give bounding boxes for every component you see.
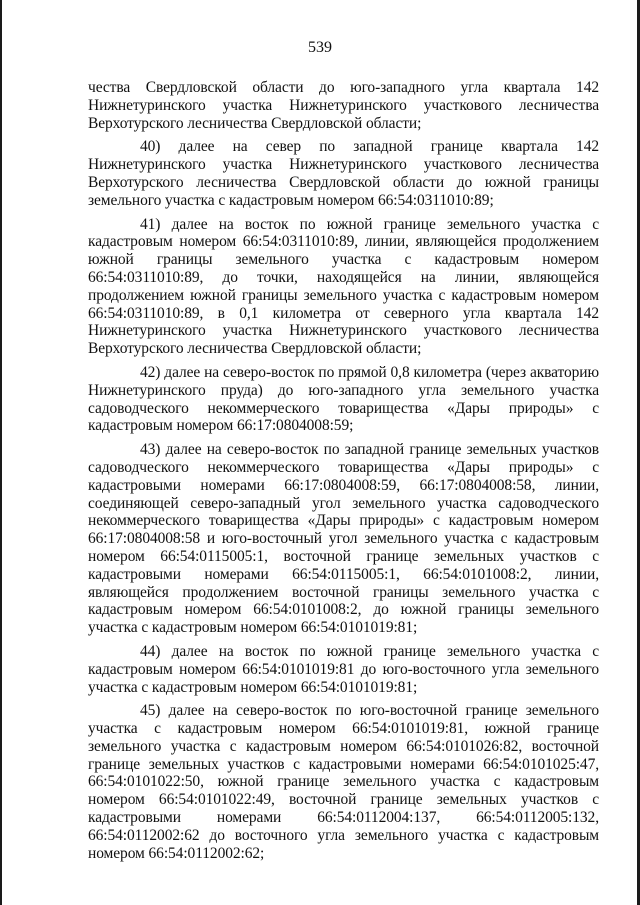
page-number: 539: [308, 39, 332, 56]
paragraph-item-40: 40) далее на север по западной границе квартала 142 Нижнетуринского участка Нижнетуринского участкового лесничества Верхотурского лесничества Свердловской области до южной границы земельного участка с кадастровым номером 66:54:0311010:89;: [88, 138, 599, 209]
document-body: [88, 79, 599, 862]
paragraph-item-45: 45) далее на северо-восток по юго-восточной границе земельного участка с кадастровым номером 66:54:0101019:81, южной границе земельного участка с кадастровым номером 66:54:0101026:82, восточной границе земельных участков с кадастровыми номерами 66:54:0101025:47, 66:54:0101022:50, южной границе земельного участка с кадастровым номером 66:54:0101022:49, восточной границе земельных участков с кадастровыми номерами 66:54:0112004:137, 66:54:0112005:132, 66:54:0112002:62 до восточного угла земельного участка с кадастровым номером 66:54:0112002:62;: [88, 702, 599, 862]
paragraph-continuation: чества Свердловской области до юго-западного угла квартала 142 Нижнетуринского участка Нижнетуринского участкового лесничества Верхотурского лесничества Свердловской области;: [88, 79, 599, 132]
paragraph-item-41: 41) далее на восток по южной границе земельного участка с кадастровым номером 66:54:0311010:89, линии, являющейся продолжением южной границы земельного участка с кадастровым номером 66:54:0311010:89, до точки, находящейся на линии, являющейся продолжением южной границы земельного участка с кадастровым номером 66:54:0311010:89, в 0,1 километра от северного угла квартала 142 Нижнетуринского участка Нижнетуринского участкового лесничества Верхотурского лесничества Свердловской области;: [88, 215, 599, 358]
paragraph-item-44: 44) далее на восток по южной границе земельного участка с кадастровым номером 66:54:0101019:81 до юго-восточного угла земельного участка с кадастровым номером 66:54:0101019:81;: [88, 642, 599, 696]
paragraph-item-42: 42) далее на северо-восток по прямой 0,8 километра (через акваторию Нижнетуринского пруда) до юго-западного угла земельного участка садоводческого некоммерческого товарищества «Дары природы» с кадастровым номером 66:17:0804008:59;: [88, 363, 599, 435]
paragraph-item-43: 43) далее на северо-восток по западной границе земельных участков садоводческого некоммерческого товарищества «Дары природы» с кадастровыми номерами 66:17:0804008:59, 66:17:0804008:58, линии, соединяющей северо-западный угол земельного участка садоводческого некоммерческого товарищества «Дары природы» с кадастровым номером 66:17:0804008:58 и юго-восточный угол земельного участка с кадастровым номером 66:54:0115005:1, восточной границе земельных участков с кадастровыми номерами 66:54:0115005:1, 66:54:0101008:2, линии, являющейся продолжением восточной границы земельного участка с кадастровым номером 66:54:0101008:2, до южной границы земельного участка с кадастровым номером 66:54:0101019:81;: [88, 441, 599, 637]
